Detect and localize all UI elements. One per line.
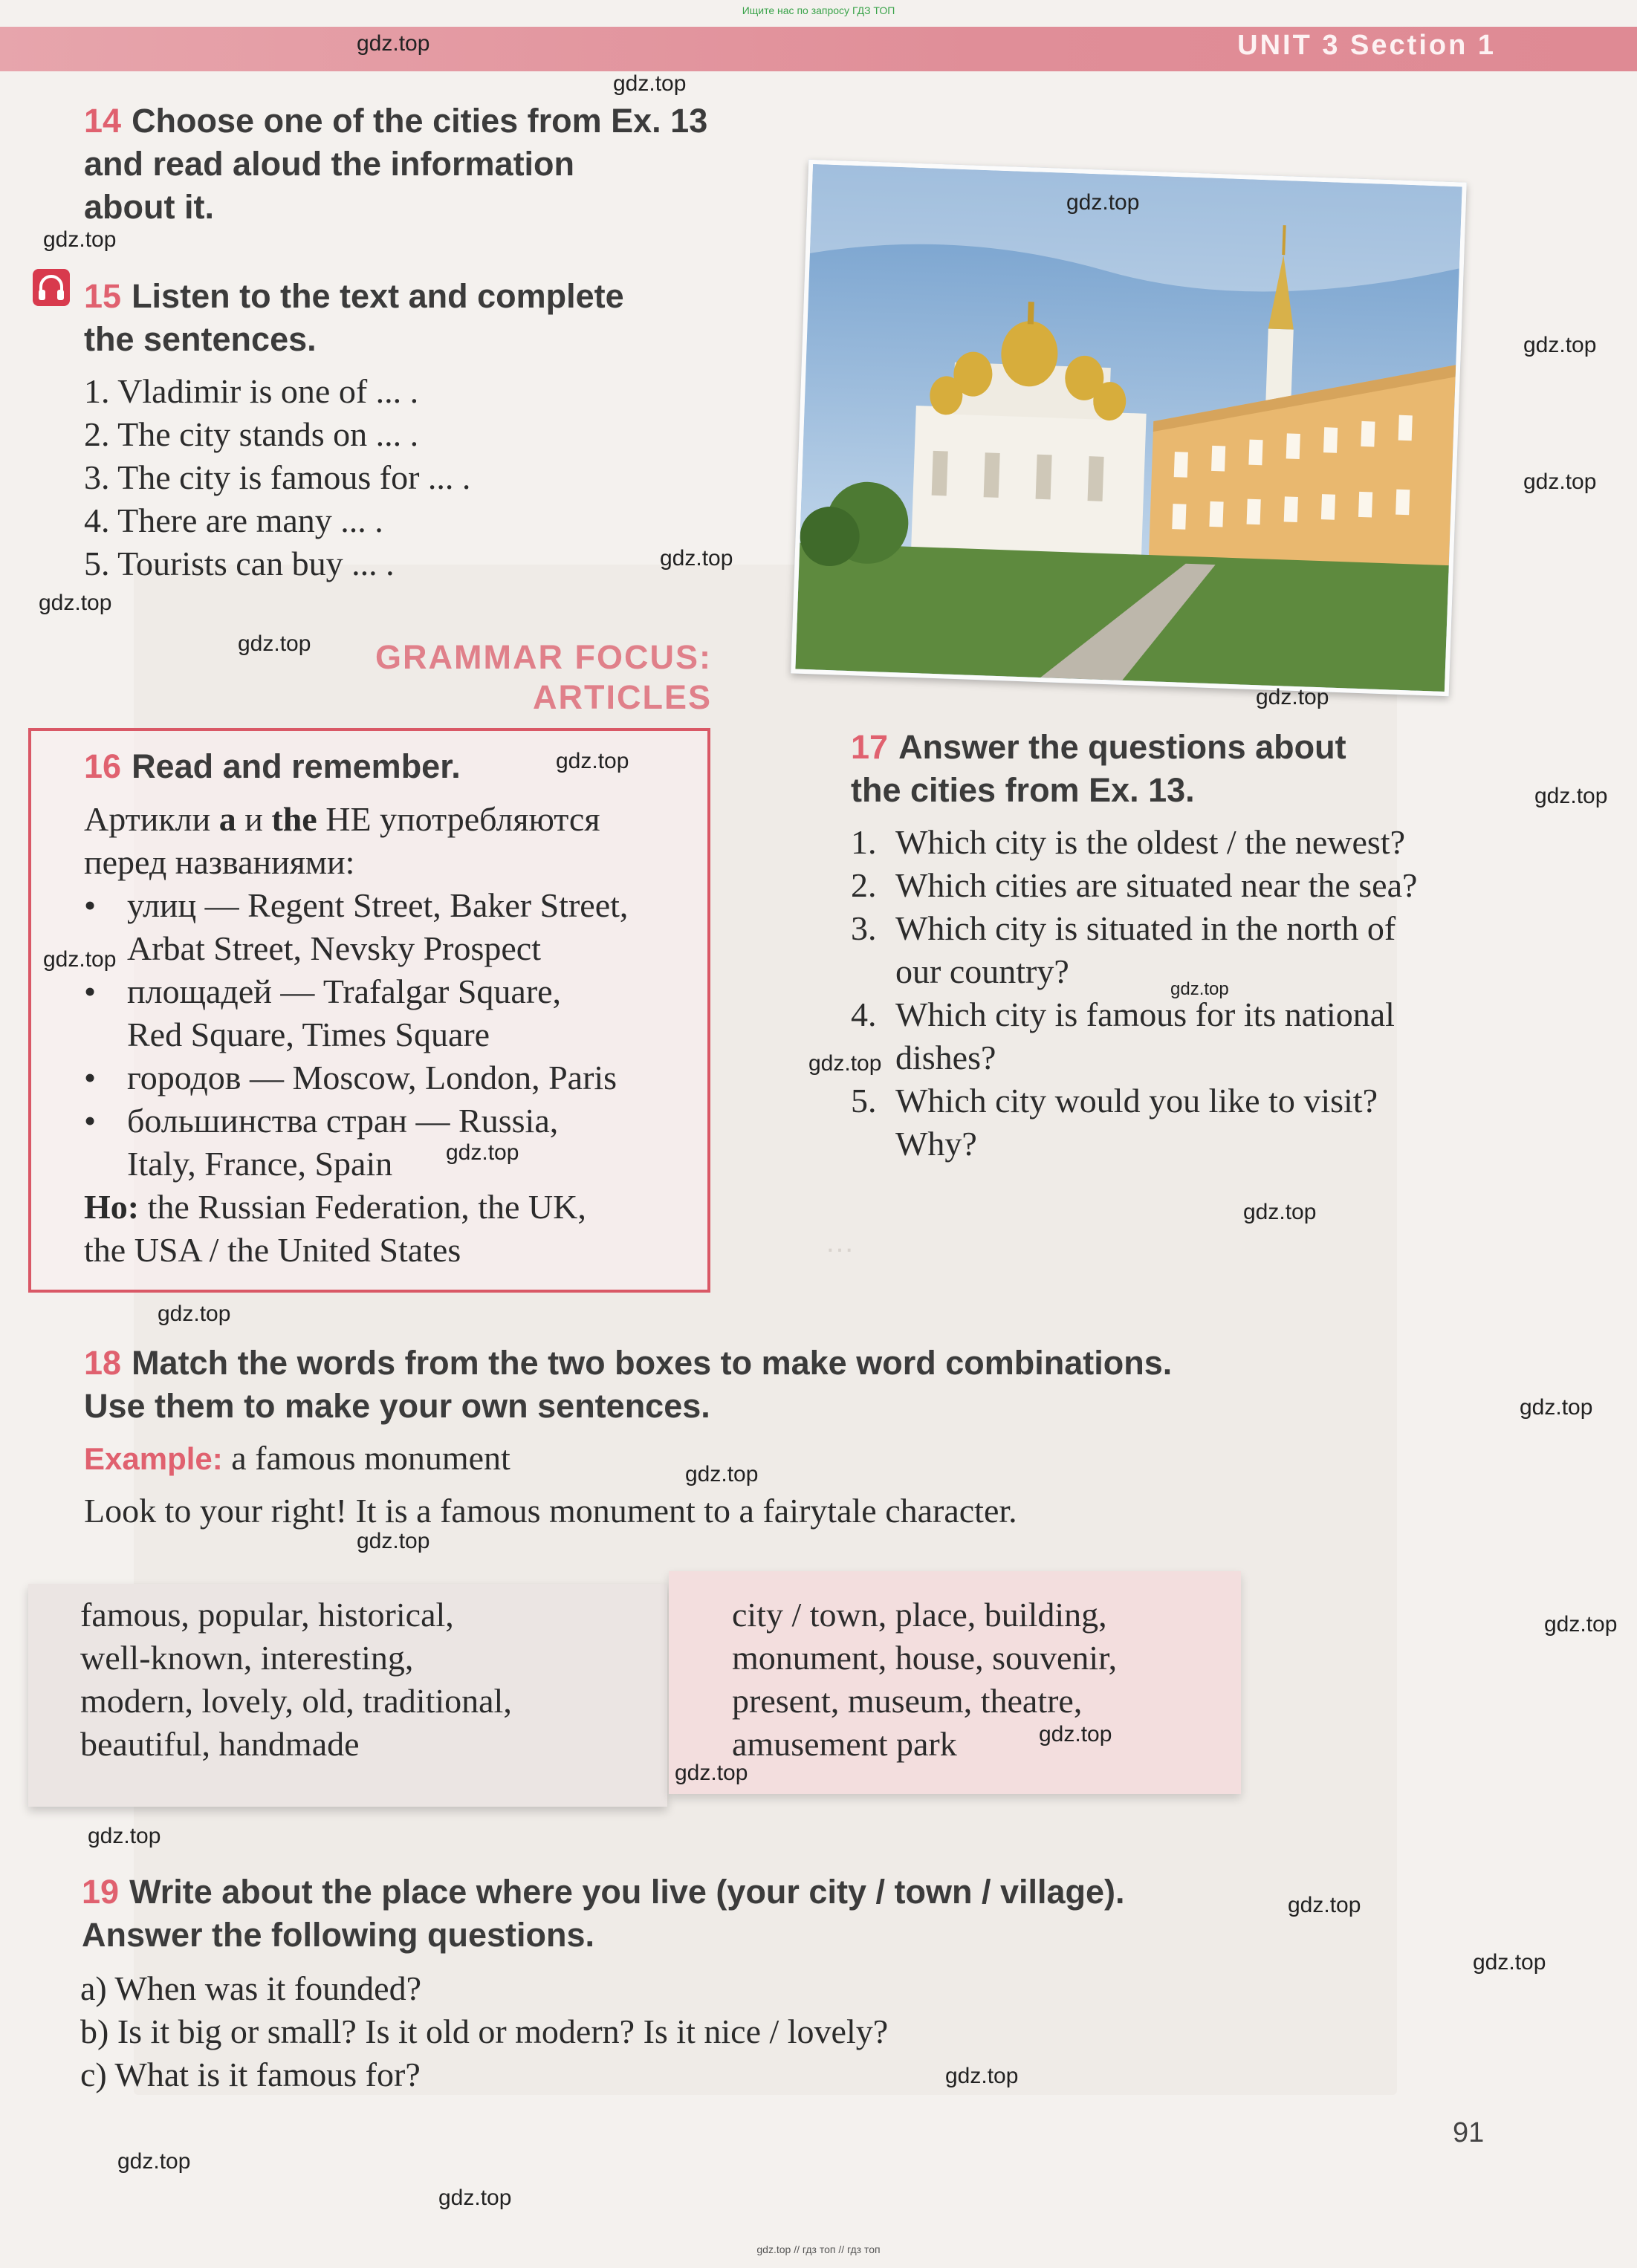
watermark: gdz.top xyxy=(88,1824,161,1848)
list-item: 4. There are many ... . xyxy=(84,501,383,539)
exercise-16-body: Артикли a и the НЕ употребляются перед названиями: • улиц — Regent Street, Baker Street, Arbat Street, Nevsky Prospect • площадей — Trafalgar Square, Red Square, Times Square • городов — Moscow, London, Paris • большинства стран — Russia, Italy, France, Spain Но: the Russian Federation, the UK, the USA / the United States xyxy=(84,798,701,1272)
watermark: gdz.top xyxy=(1066,190,1140,215)
watermark: gdz.top xyxy=(685,1462,759,1486)
exercise-number: 17 xyxy=(851,728,889,766)
exercise-19-title: 19 Write about the place where you live (your city / town / village). Answer the following questions. xyxy=(82,1873,1125,1954)
exercise-number: 19 xyxy=(82,1873,120,1911)
exercise-number: 16 xyxy=(84,747,122,785)
grammar-focus-heading: GRAMMAR FOCUS: ARTICLES xyxy=(375,638,712,716)
watermark: gdz.top xyxy=(43,947,117,972)
headphones-icon-svg xyxy=(33,269,70,306)
rule-bullet: • площадей — Trafalgar Square, Red Square, Times Square xyxy=(84,970,701,1056)
exercise-15-title: 15 Listen to the text and complete the sentences. xyxy=(84,277,624,358)
watermark: gdz.top xyxy=(1523,469,1597,494)
photo-illustration xyxy=(795,164,1462,692)
watermark: gdz.top xyxy=(357,1529,430,1553)
watermark: gdz.top xyxy=(1544,1612,1618,1637)
watermark: gdz.top xyxy=(1256,685,1329,709)
exercise-16-title: 16 Read and remember. xyxy=(84,747,461,785)
watermark: gdz.top xyxy=(1288,1893,1361,1917)
watermark: gdz.top xyxy=(446,1140,519,1165)
nouns-list: city / town, place, building, monument, house, souvenir, present, museum, theatre, amusement park xyxy=(732,1596,1118,1763)
list-item: 5. Tourists can buy ... . xyxy=(84,545,395,582)
watermark: gdz.top xyxy=(1039,1722,1112,1747)
watermark: gdz.top xyxy=(1523,333,1597,357)
watermark: gdz.top xyxy=(808,1051,882,1076)
watermark: gdz.top xyxy=(675,1761,748,1785)
exercise-18-title: 18 Match the words from the two boxes to make word combinations. Use them to make your own sentences. xyxy=(84,1344,1173,1425)
list-item: 1. Vladimir is one of ... . xyxy=(84,372,419,410)
rule-intro: Артикли a и the НЕ употребляются xyxy=(84,800,600,838)
reverse-page-bleed-text: … xyxy=(825,1226,855,1258)
list-item: a) When was it founded? xyxy=(80,1969,421,2007)
exercise-19-list xyxy=(80,1967,1492,2096)
watermark: gdz.top xyxy=(1534,784,1608,808)
watermark: gdz.top xyxy=(438,2186,512,2210)
exercise-number: 14 xyxy=(84,102,122,140)
list-item: c) What is it famous for? xyxy=(80,2056,421,2093)
list-item: b) Is it big or small? Is it old or modern? Is it nice / lovely? xyxy=(80,2012,889,2050)
rule-note: Но: the Russian Federation, the UK, xyxy=(84,1188,586,1226)
exercise-14-title: 14 Choose one of the cities from Ex. 13 and read aloud the information about it. xyxy=(84,102,708,226)
watermark: gdz.top xyxy=(1520,1395,1593,1420)
page-footer: gdz.top // гдз топ // гдз топ xyxy=(756,2243,881,2255)
list-item: 2. Which cities are situated near the sea? xyxy=(851,866,1418,904)
list-item: 3. The city is famous for ... . xyxy=(84,458,471,496)
rule-bullet: • улиц — Regent Street, Baker Street, Arbat Street, Nevsky Prospect xyxy=(84,884,701,970)
list-item: 5. Which city would you like to visit? Why? xyxy=(851,1082,1378,1163)
exercise-17-title: 17 Answer the questions about the cities from Ex. 13. xyxy=(851,728,1346,809)
list-item: 3. Which city is situated in the north of our country? xyxy=(851,909,1396,990)
watermark: gdz.top xyxy=(39,591,112,615)
watermark: gdz.top xyxy=(613,71,687,96)
watermark: gdz.top xyxy=(945,2064,1019,2088)
watermark: gdz.top xyxy=(117,2149,191,2174)
headphones-icon xyxy=(33,269,70,306)
bullet-icon: • xyxy=(84,886,97,924)
adjectives-list: famous, popular, historical, well-known, interesting, modern, lovely, old, traditional, beautiful, handmade xyxy=(80,1596,512,1763)
exercise-number: 15 xyxy=(84,277,122,315)
watermark: gdz.top xyxy=(43,227,117,252)
bullet-icon: • xyxy=(84,1059,97,1096)
page-number: 91 xyxy=(1453,2117,1485,2148)
watermark: gdz.top xyxy=(238,631,311,656)
list-item: 2. The city stands on ... . xyxy=(84,415,419,453)
watermark: gdz.top xyxy=(1473,1950,1546,1975)
unit-section-label: UNIT 3 Section 1 xyxy=(1237,30,1496,61)
watermark: gdz.top xyxy=(1243,1200,1317,1224)
list-item: 4. Which city is famous for its national dishes? xyxy=(851,995,1395,1076)
top-banner[interactable]: Ищите нас по запросу ГДЗ ТОП xyxy=(742,4,895,16)
list-item: 1. Which city is the oldest / the newest? xyxy=(851,823,1405,861)
exercise-15-list xyxy=(84,370,753,585)
vladimir-cathedral-photo xyxy=(791,160,1467,696)
watermark: gdz.top xyxy=(1170,979,1229,999)
exercise-number: 18 xyxy=(84,1344,122,1382)
bullet-icon: • xyxy=(84,972,97,1010)
exercise-18-example: Example: a famous monument Look to your right! It is a famous monument to a fairytale character. xyxy=(84,1439,1017,1530)
watermark: gdz.top xyxy=(158,1302,231,1326)
rule-bullet: • городов — Moscow, London, Paris xyxy=(84,1056,701,1099)
bullet-icon: • xyxy=(84,1102,97,1140)
watermark: gdz.top xyxy=(556,749,629,773)
watermark: gdz.top xyxy=(660,546,733,571)
watermark: gdz.top xyxy=(357,31,430,56)
rule-bullet: • большинства стран — Russia, Italy, France, Spain xyxy=(84,1099,701,1186)
